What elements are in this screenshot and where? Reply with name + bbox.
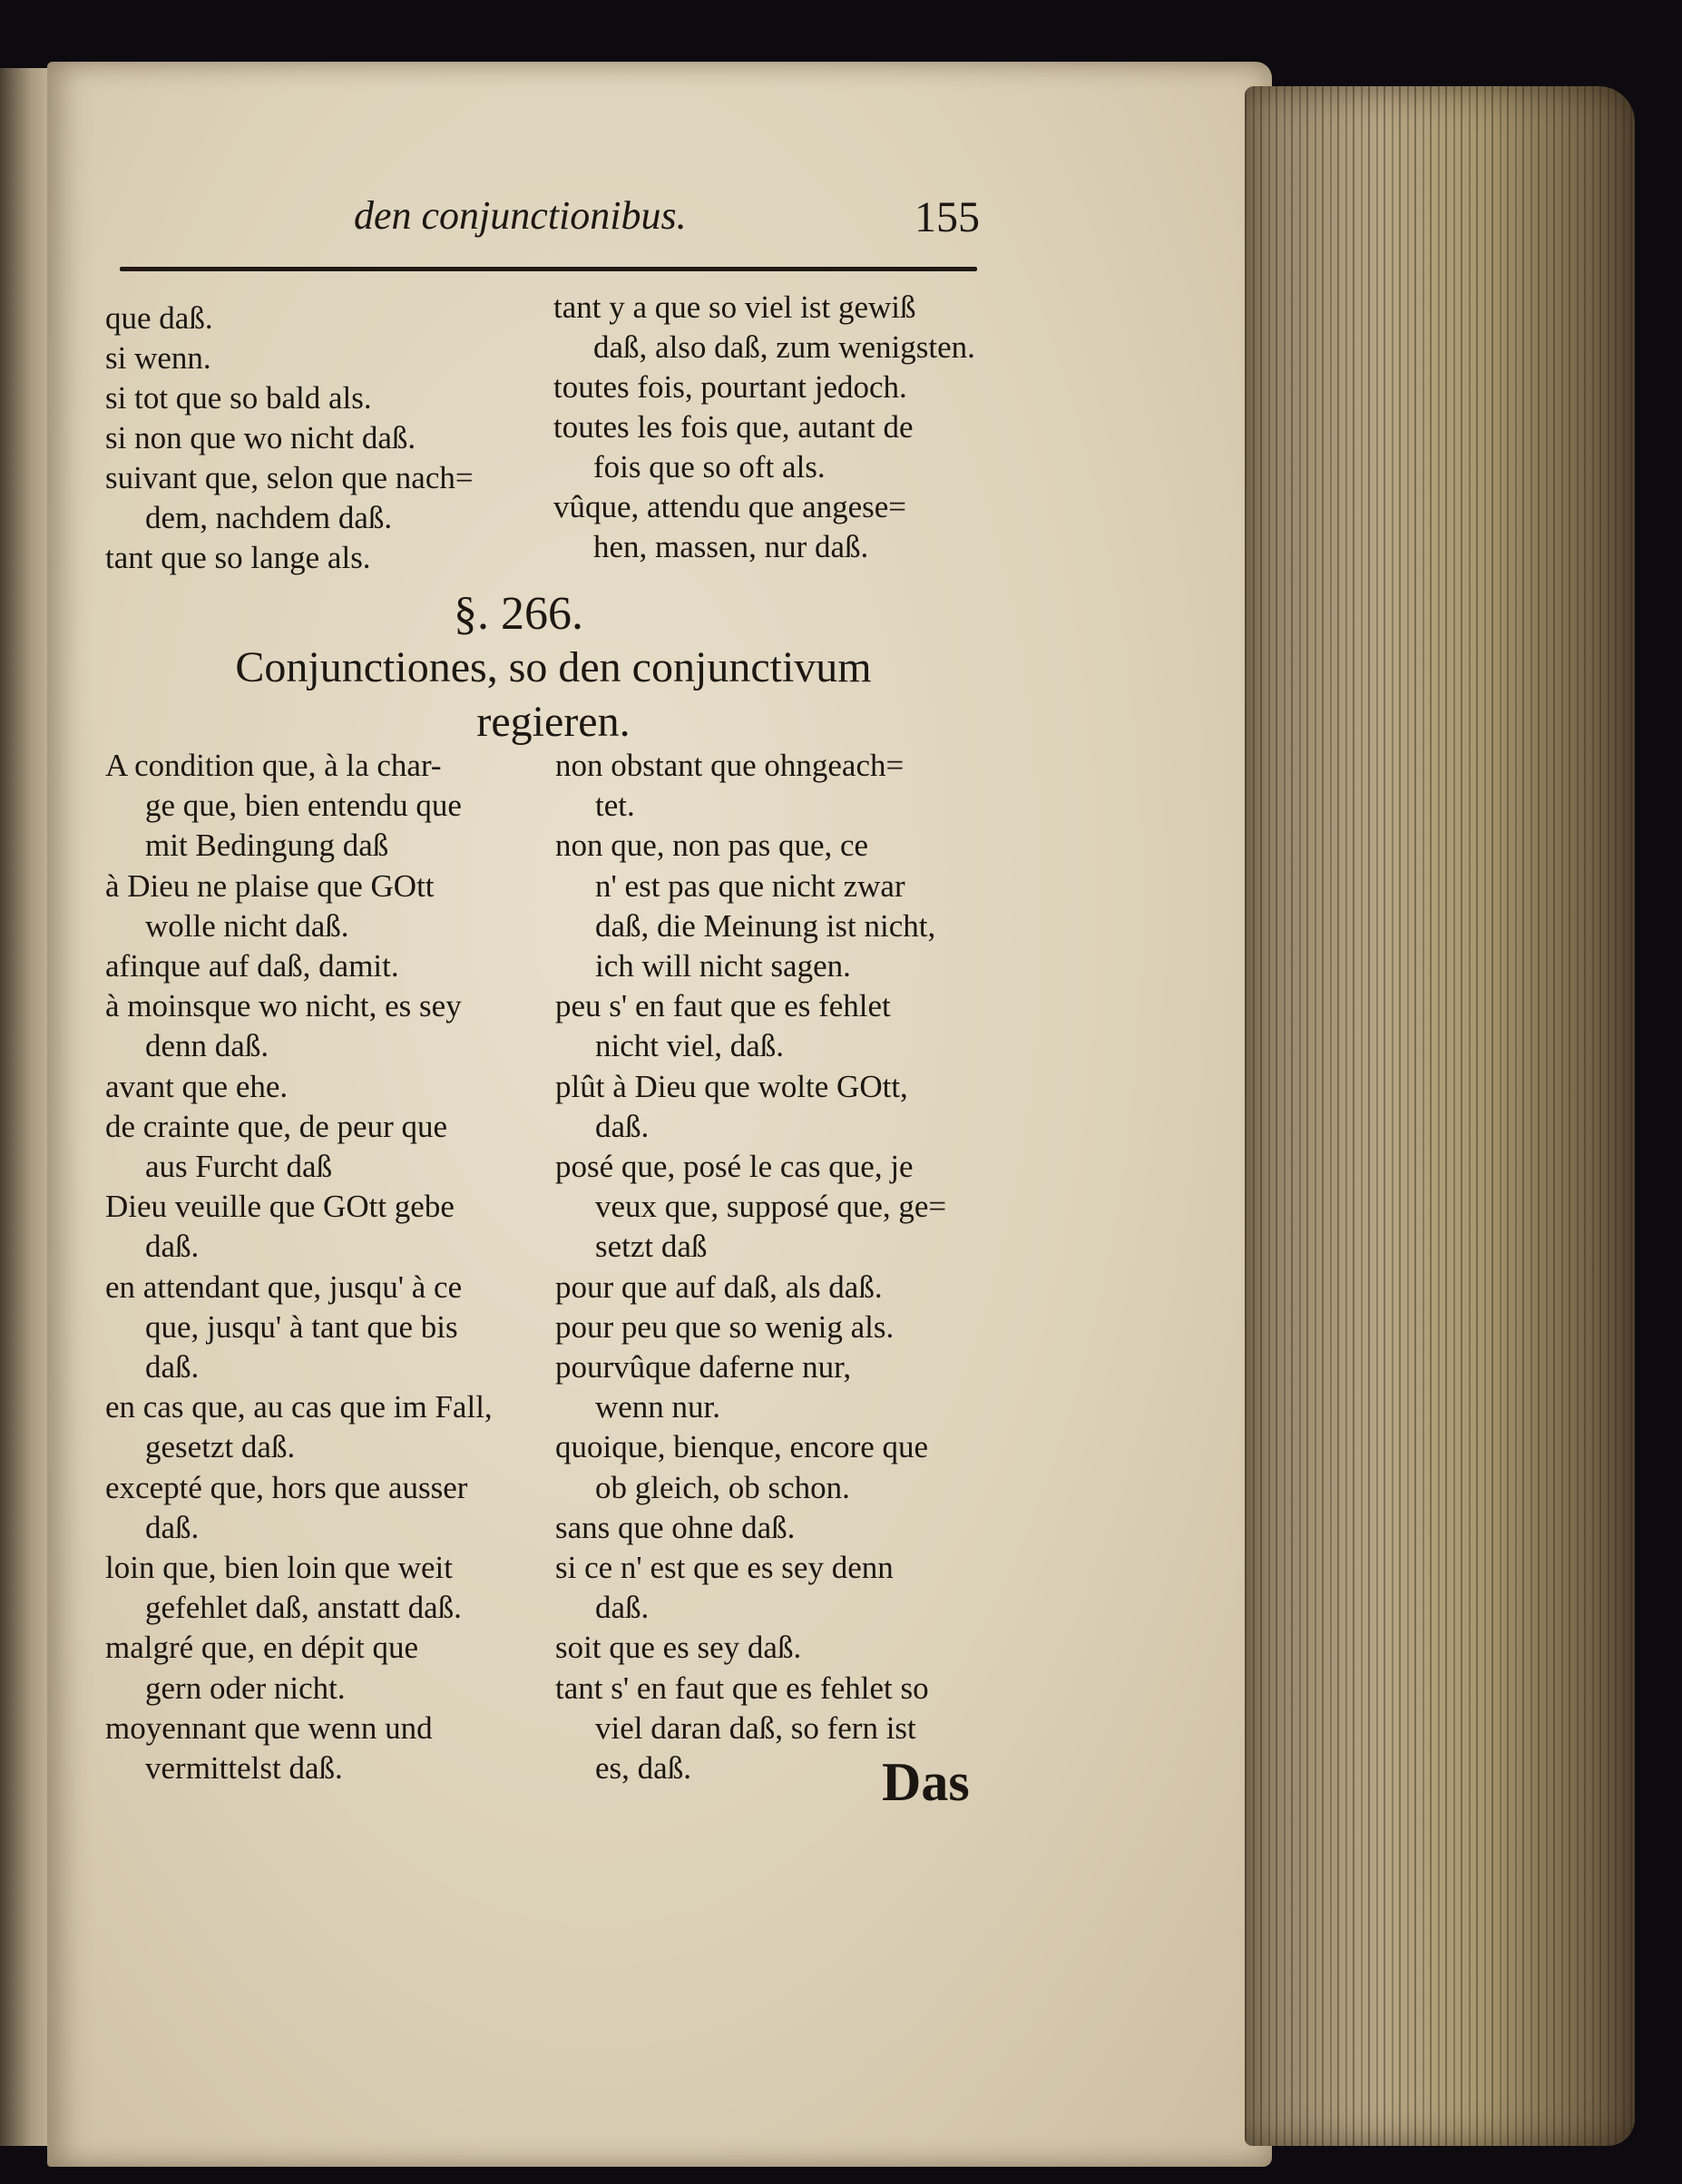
text-line: soit que es sey daß. <box>555 1630 802 1665</box>
text-line: n' est pas que nicht zwar <box>595 868 905 904</box>
section-title <box>145 641 962 749</box>
text-line: en attendant que, jusqu' à ce <box>105 1269 463 1305</box>
text-line: aus Furcht daß <box>145 1149 333 1184</box>
page-number: 155 <box>914 193 980 241</box>
text-line: pourvûque daferne nur, <box>555 1349 852 1385</box>
header-rule <box>120 267 977 271</box>
text-line: sans que ohne daß. <box>555 1510 796 1545</box>
text-line: hen, massen, nur daß. <box>593 529 869 564</box>
text-line: quoique, bienque, encore que <box>555 1429 929 1464</box>
text-line: à moinsque wo nicht, es sey <box>105 988 462 1023</box>
text-line: tant que so lange als. <box>105 540 371 575</box>
text-line: Dieu veuille que GOtt gebe <box>105 1189 455 1224</box>
text-line: daß. <box>595 1109 650 1144</box>
page-fore-edge <box>1245 86 1635 2146</box>
text-line: daß. <box>595 1590 650 1625</box>
text-line: gesetzt daß. <box>145 1429 296 1464</box>
text-line: de crainte que, de peur que <box>105 1109 448 1144</box>
text-line: ob gleich, ob schon. <box>595 1470 850 1505</box>
text-line: nicht viel, daß. <box>595 1028 785 1063</box>
text-line: si tot que so bald als. <box>105 380 372 416</box>
text-line: wolle nicht daß. <box>145 908 349 944</box>
text-line: que, jusqu' à tant que bis <box>145 1309 458 1345</box>
text-line: gefehlet daß, anstatt daß. <box>145 1590 462 1625</box>
text-line: A condition que, à la char- <box>105 748 442 783</box>
text-line: fois que so oft als. <box>593 449 826 485</box>
text-line: si non que wo nicht daß. <box>105 420 416 455</box>
text-line: non que, non pas que, ce <box>555 828 869 863</box>
text-line: non obstant que ohngeach= <box>555 748 905 783</box>
text-line: gern oder nicht. <box>145 1670 346 1706</box>
text-line: si ce n' est que es sey denn <box>555 1550 894 1585</box>
text-line: tet. <box>595 788 635 823</box>
text-line: que daß. <box>105 300 213 336</box>
text-line: ich will nicht sagen. <box>595 948 851 984</box>
catchword: Das <box>882 1752 970 1812</box>
text-line: wenn nur. <box>595 1389 721 1425</box>
text-line: daß. <box>145 1349 200 1385</box>
text-line: vermittelst daß. <box>145 1750 343 1786</box>
text-line: excepté que, hors que ausser <box>105 1470 468 1505</box>
text-line: dem, nachdem daß. <box>145 500 393 535</box>
text-line: posé que, posé le cas que, je <box>555 1149 914 1184</box>
text-line: toutes fois, pourtant jedoch. <box>553 369 907 405</box>
text-line: afinque auf daß, damit. <box>105 948 399 984</box>
text-line: suivant que, selon que nach= <box>105 460 474 495</box>
text-line: toutes les fois que, autant de <box>553 409 914 445</box>
text-line: daß, die Meinung ist nicht, <box>595 908 936 944</box>
text-line: pour peu que so wenig als. <box>555 1309 895 1345</box>
running-head-title: den conjunctionibus. <box>354 193 687 238</box>
text-line: setzt daß <box>595 1229 708 1264</box>
text-line: daß. <box>145 1229 200 1264</box>
section-title-line: regieren. <box>476 698 631 746</box>
text-line: tant y a que so viel ist gewiß <box>553 289 916 325</box>
running-head <box>354 192 980 247</box>
text-line: avant que ehe. <box>105 1069 288 1104</box>
text-line: viel daran daß, so fern ist <box>595 1710 916 1746</box>
text-line: à Dieu ne plaise que GOtt <box>105 868 435 904</box>
text-line: moyennant que wenn und <box>105 1710 433 1746</box>
text-line: es, daß. <box>595 1750 691 1786</box>
text-line: tant s' en faut que es fehlet so <box>555 1670 929 1706</box>
text-line: peu s' en faut que es fehlet <box>555 988 891 1023</box>
text-line: mit Bedingung daß <box>145 828 389 863</box>
text-line: loin que, bien loin que weit <box>105 1550 453 1585</box>
section-title-line: Conjunctiones, so den conjunctivum <box>235 643 872 691</box>
text-line: daß. <box>145 1510 200 1545</box>
text-line: vûque, attendu que angese= <box>553 489 907 524</box>
text-line: malgré que, en dépit que <box>105 1630 419 1665</box>
text-line: denn daß. <box>145 1028 269 1063</box>
text-line: veux que, supposé que, ge= <box>595 1189 947 1224</box>
section-number: §. 266. <box>454 588 583 640</box>
text-line: en cas que, au cas que im Fall, <box>105 1389 493 1425</box>
text-line: si wenn. <box>105 340 211 376</box>
text-line: daß, also daß, zum wenigsten. <box>593 329 975 365</box>
text-line: ge que, bien entendu que <box>145 788 462 823</box>
text-line: plût à Dieu que wolte GOtt, <box>555 1069 908 1104</box>
text-line: pour que auf daß, als daß. <box>555 1269 883 1305</box>
